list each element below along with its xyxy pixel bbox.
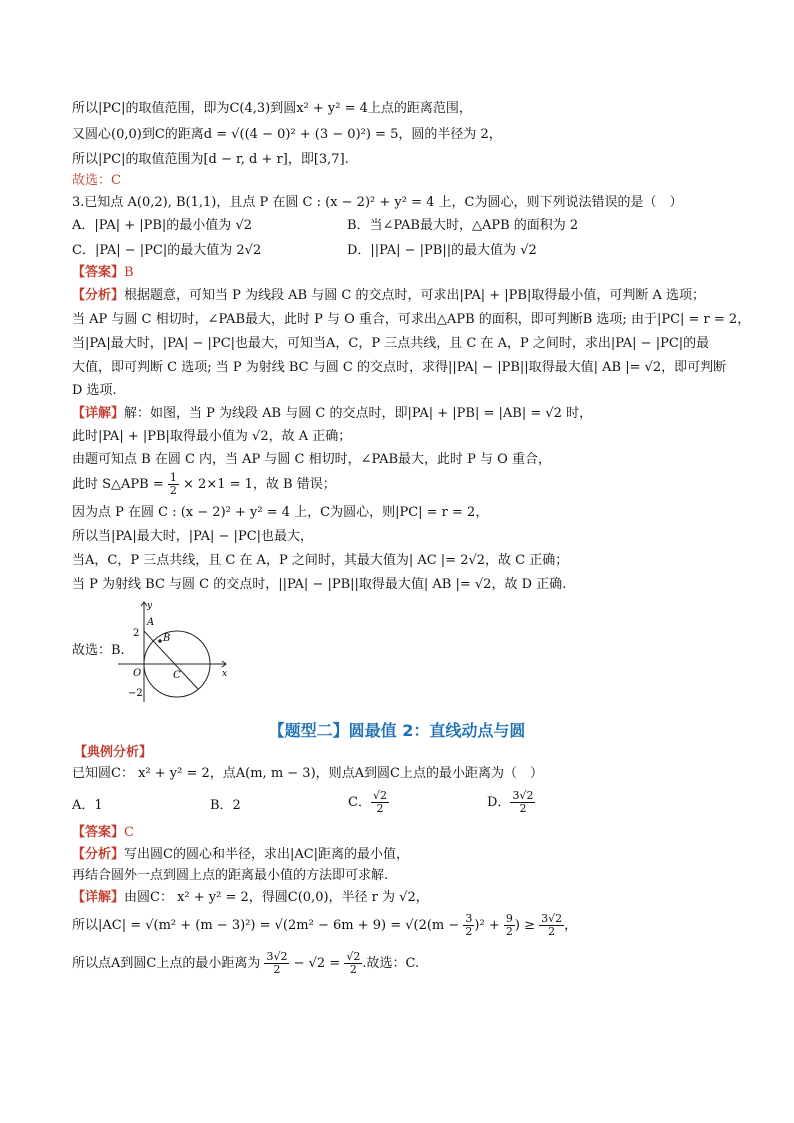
option-c-letter: C． [348,795,371,810]
q3-detail-8: 当 P 为射线 BC 与圆 C 的交点时，||PA| − |PB||取得最大值| AB |= √2，故 D 正确. [72,577,567,592]
numerator: 3√2 [512,789,534,802]
label-a: A [147,617,155,628]
area-label: 此时 S△APB = [72,477,168,492]
point-b [158,639,162,643]
label-x: x [222,669,228,679]
example-detail-3 [72,950,419,978]
q3-analysis-4: 大值，即可判断 C 选项; 当 P 为射线 BC 与圆 C 的交点时，求得||PA| − |PB||取得最大值| AB |= √2，即可判断 [72,360,727,375]
q3-detail-4 [72,472,336,497]
q3-analysis-2: 当 AP 与圆 C 相切时，∠PAB最大，此时 P 与 O 重合，可求出△APB 的面积，即可判断B 选项; 由于|PC| = r = 2， [72,312,751,327]
example-analysis-2: 再结合圆外一点到圆上点的距离最小值的方法即可求解. [72,868,389,883]
example-analysis-1 [72,846,409,864]
numerator: 1 [169,471,177,484]
analysis-text: 写出圆C的圆心和半径，求出|AC|距离的最小值， [124,847,410,862]
numerator: 3√2 [541,912,563,925]
example-option-a: A．1 [72,798,103,813]
q3-analysis-3: 当|PA|最大时，|PA| − |PC|也最大，可知当A，C，P 三点共线，且 C 在 A，P 之间时，求出|PA| − |PC|的最 [72,336,710,351]
prev-line-3: 所以|PC|的取值范围为[d − r, d + r]，即[3,7]. [72,152,349,167]
fraction-root2-2 [344,951,362,976]
option-d-letter: D． [487,795,511,810]
example-stem: 已知圆C： x² + y² = 2，点A(m, m − 3)，则点A到圆C上点的最小距离为（ ） [72,766,543,781]
detail-tag: 【详解】 [72,406,125,421]
numerator: √2 [346,950,361,963]
fraction-3root2-2b [264,951,289,976]
min-dist-mid: − √2 = [289,956,345,971]
numerator: 9 [505,912,513,925]
numerator: 3√2 [266,950,288,963]
q3-option-c: C．|PA| − |PC|的最大值为 2√2 [72,243,262,258]
denominator: 2 [548,925,556,938]
example-detail-1 [72,889,429,907]
analysis-text: 根据题意，可知当 P 为线段 AB 与圆 C 的交点时，可求出|PA| + |PB|取得最小值，可判断 A 选项； [124,288,706,303]
answer-tag: 【答案】 [72,265,125,280]
prev-answer: 故选：C [72,173,121,188]
line-ac [144,631,198,689]
detail-text: 解：如图，当 P 为线段 AB 与圆 C 的交点时，即|PA| + |PB| = |AB| = √2 时， [124,406,593,421]
label-c: C [173,670,181,681]
answer-value: C [124,825,134,840]
q3-answer-line [72,264,134,282]
denominator: 2 [349,963,357,976]
q3-option-d: D．||PA| − |PB||的最大值为 √2 [347,243,537,258]
label-y: y [147,601,153,611]
q3-detail-7: 当A，C，P 三点共线，且 C 在 A，P 之间时，其最大值为| AC |= 2√2，故 C 正确； [72,553,569,568]
area-result: × 2×1 = 1，故 B 错误； [178,477,336,492]
fraction-3root2-2 [539,913,564,938]
analysis-tag: 【分析】 [72,847,125,862]
prev-line-2: 又圆心(0,0)到C的距离d = √((4 − 0)² + (3 − 0)²) = 5，圆的半径为 2， [72,127,502,142]
q3-detail-6: 所以当|PA|最大时，|PA| − |PC|也最大， [72,529,314,544]
example-answer-line [72,824,134,842]
denominator: 2 [376,802,384,815]
detail-tag: 【详解】 [72,890,125,905]
q3-option-b: B．当∠PAB最大时，△APB 的面积为 2 [347,218,579,233]
numerator: 3 [465,912,473,925]
q3-option-a: A．|PA| + |PB|的最小值为 √2 [72,218,252,233]
numerator: √2 [372,789,387,802]
denominator: 2 [273,963,281,976]
label-neg-two: −2 [128,688,143,699]
q3-final-answer: 故选：B. [72,643,125,658]
section-title: 【题型二】圆最值 2：直线动点与圆 [268,721,526,740]
fraction-9-2 [504,913,515,938]
option-d-fraction [510,790,535,815]
ac-expr-start: 所以|AC| = √(m² + (m − 3)²) = √(2m² − 6m + 9) = √(2(m − [72,918,464,933]
example-option-c [348,789,389,817]
min-dist-end: .故选：C. [362,956,420,971]
ac-expr-end: ， [564,918,578,933]
min-dist-start: 所以点A到圆C上点的最小距离为 [72,956,265,971]
option-c-fraction [371,790,389,815]
ac-expr-mid: )² + [474,918,504,933]
q3-detail-2: 此时|PA| + |PB|取得最小值为 √2，故 A 正确； [72,429,352,444]
q3-detail-5: 因为点 P 在圆 C : (x − 2)² + y² = 4 上，C为圆心，则|PC| = r = 2， [72,505,489,520]
example-detail-2 [72,912,577,940]
answer-tag: 【答案】 [72,825,125,840]
ac-expr-ge: ) ≥ [514,918,540,933]
q3-analysis-1 [72,287,705,305]
answer-value: B [124,265,134,280]
denominator: 2 [169,484,177,497]
example-option-b: B．2 [210,798,241,813]
q3-stem: 3.已知点 A(0,2), B(1,1)，且点 P 在圆 C : (x − 2)² + y² = 4 上，C为圆心，则下列说法错误的是（ ） [72,195,683,210]
fraction-half [168,472,179,497]
analysis-tag: 【分析】 [72,288,125,303]
label-o: O [133,668,142,679]
example-option-d [487,789,535,817]
label-two: 2 [133,628,140,639]
denominator: 2 [505,925,513,938]
q3-detail-3: 由题可知点 B 在圆 C 内，当 AP 与圆 C 相切时，∠PAB最大，此时 P 与 O 重合， [72,452,551,467]
denominator: 2 [519,802,527,815]
detail-text: 由圆C： x² + y² = 2，得圆C(0,0)，半径 r 为 √2， [124,890,429,905]
prev-line-1: 所以|PC|的取值范围，即为C(4,3)到圆x² + y² = 4上点的距离范围， [72,101,472,116]
denominator: 2 [465,925,473,938]
fraction-3-2 [463,913,474,938]
q3-detail-1 [72,405,592,423]
q3-analysis-5: D 选项. [72,383,117,398]
circle-figure [118,598,230,704]
example-tag: 【典例分析】 [74,745,153,760]
label-b: B [163,633,171,644]
